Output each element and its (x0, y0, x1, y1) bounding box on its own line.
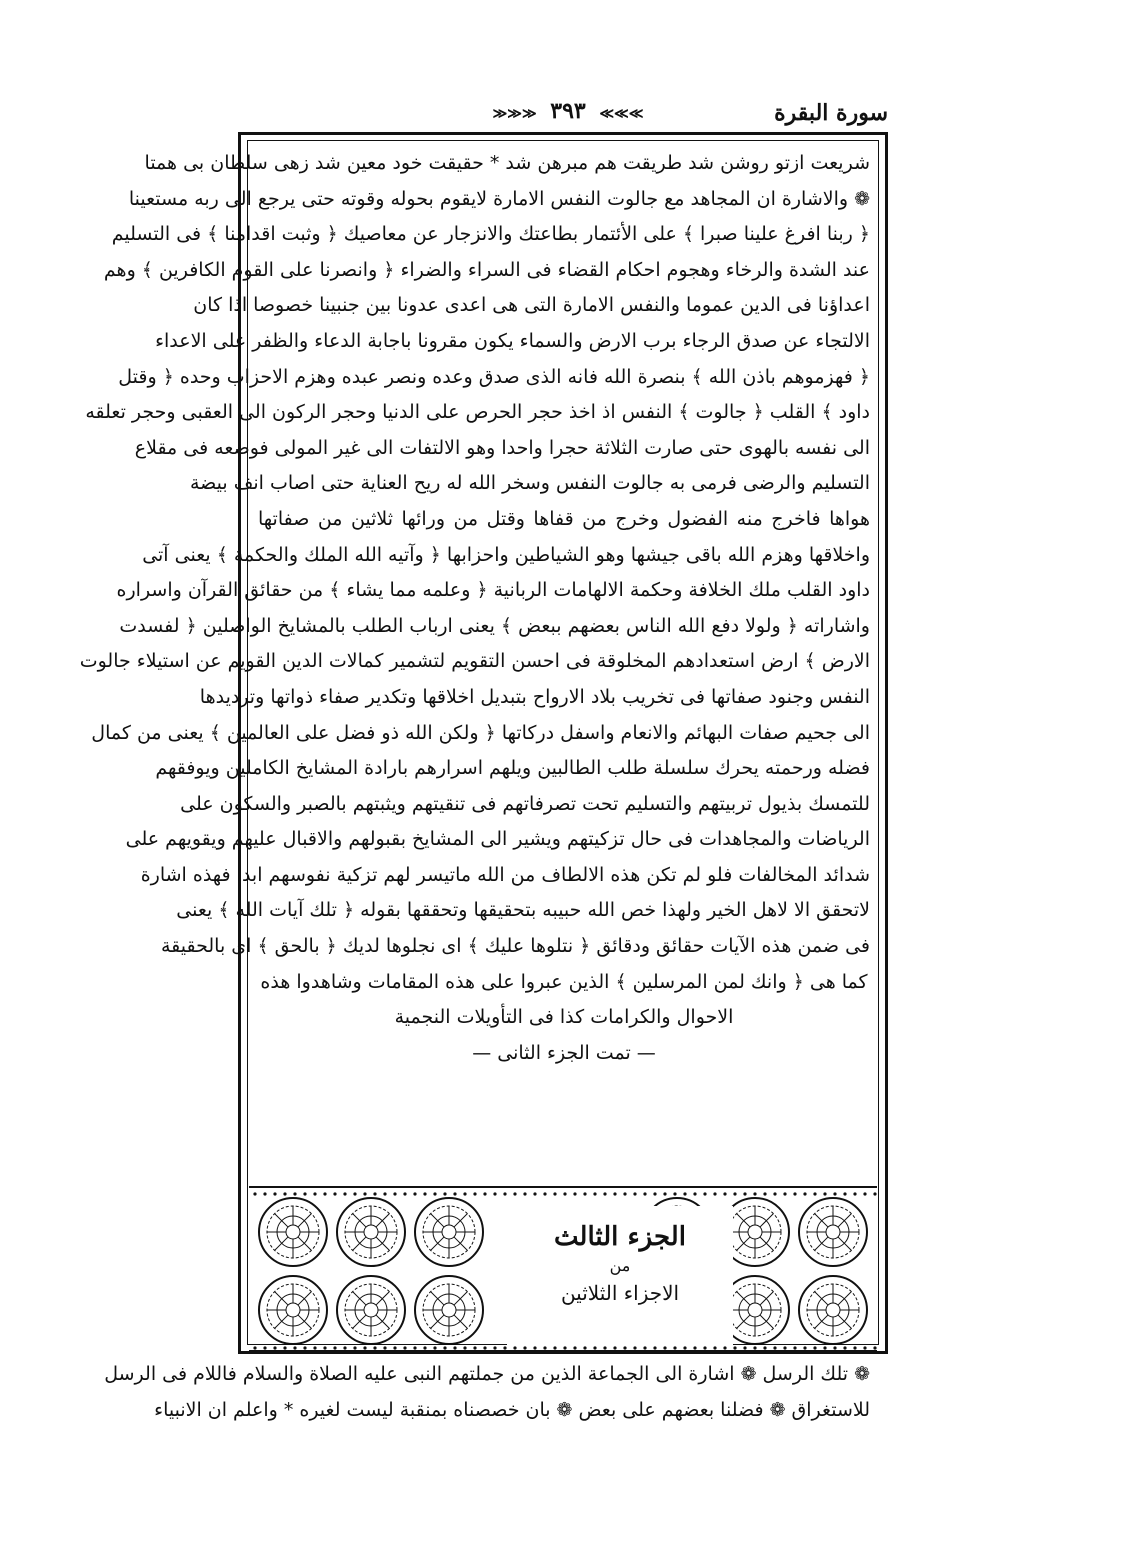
border-dot (283, 1346, 286, 1349)
border-dot (553, 1346, 556, 1349)
border-dot (733, 1192, 736, 1195)
text-line: واشاراته ﴿ ولولا دفع الله الناس بعضهم ببعض ﴾ يعنى ارباب الطلب بالمشايخ الواصلين ﴿ لفسدت (119, 614, 870, 637)
border-dot (633, 1192, 636, 1195)
text-line: شدائد المخالفات فلو لم تكن هذه الالطاف من الله ماتيسر لهم تزكية نفوسهم ابدا فهذه اشارة (140, 863, 870, 886)
border-dot (573, 1346, 576, 1349)
border-dot (623, 1346, 626, 1349)
border-dot (843, 1192, 846, 1195)
border-dot (863, 1346, 866, 1349)
border-dot (463, 1192, 466, 1195)
border-dot (813, 1346, 816, 1349)
border-dot (773, 1192, 776, 1195)
rosette-spoke (454, 1315, 467, 1328)
border-dot (593, 1346, 596, 1349)
left-ornament-icon: ≫≫≫ (492, 106, 537, 122)
text-line: الرياضات والمجاهدات فى حال تزكيتهم ويشير الى المشايخ بقبولهم والاقبال عليهم ويقويهم على (125, 828, 870, 851)
border-dot (423, 1346, 426, 1349)
closing-line: — تمت الجزء الثانى — (472, 1041, 656, 1064)
text-line: الى جحيم صفات البهائم والانعام واسفل دركاتها ﴿ ولكن الله ذو فضل على العالمين ﴾ يعنى من كمال (91, 721, 870, 744)
border-dot (743, 1192, 746, 1195)
border-dot (703, 1346, 706, 1349)
rosette-spoke (454, 1237, 467, 1250)
border-dot (673, 1346, 676, 1349)
rosette-spoke (431, 1292, 444, 1305)
border-dot (383, 1192, 386, 1195)
border-dot (313, 1192, 316, 1195)
part-title-min: من (609, 1256, 631, 1275)
border-dot (793, 1346, 796, 1349)
rosette-ring (826, 1225, 840, 1239)
border-dot (633, 1346, 636, 1349)
rosette-ring (364, 1225, 378, 1239)
border-dot (493, 1192, 496, 1195)
text-line: الالتجاء عن صدق الرجاء برب الارض والسماء يكون مقرونا باجابة الدعاء والظفر على الاعداء (155, 329, 870, 352)
right-ornament-icon: ≪≪≪ (599, 106, 644, 122)
border-dot (603, 1346, 606, 1349)
part-subtitle: الاجزاء الثلاثين (560, 1281, 680, 1305)
rosette-spoke (376, 1237, 389, 1250)
border-dot (323, 1346, 326, 1349)
text-line: اعداؤنا فى الدين عموما والنفس الامارة التى هى اعدى عدونا بين جنبينا خصوصا اذا كان (193, 294, 870, 317)
border-dot (293, 1346, 296, 1349)
border-dot (393, 1346, 396, 1349)
rosette-spoke (737, 1237, 750, 1250)
border-dot (853, 1192, 856, 1195)
border-dot (503, 1346, 506, 1349)
border-dot (663, 1346, 666, 1349)
rosette-ring (286, 1303, 300, 1317)
rosette-spoke (737, 1292, 750, 1305)
rosette-spoke (815, 1292, 828, 1305)
border-dot (323, 1192, 326, 1195)
border-dot (563, 1346, 566, 1349)
text-line: عند الشدة والرخاء وهجوم احكام القضاء فى السراء والضراء ﴿ وانصرنا على القوم الكافرين ﴾ وهم (103, 258, 870, 281)
text-line: ❁ والاشارة ان المجاهد مع جالوت النفس الامارة لايقوم بحوله وقوته حتى يرجع الى ربه مستعينا (128, 187, 870, 210)
rosette-spoke (298, 1292, 311, 1305)
rosette-spoke (760, 1292, 773, 1305)
border-dot (663, 1192, 666, 1195)
rosette-spoke (353, 1292, 366, 1305)
border-dot (773, 1346, 776, 1349)
rosette-spoke (431, 1315, 444, 1328)
border-dot (723, 1346, 726, 1349)
rosette-spoke (298, 1214, 311, 1227)
text-line: الى نفسه بالهوى حتى صارت الثلاثة حجرا واحدا وهو الالتفات الى غير المولى فوضعه فى مقلاع (134, 436, 870, 459)
border-dot (613, 1346, 616, 1349)
rosette-spoke (454, 1214, 467, 1227)
border-dot (523, 1346, 526, 1349)
border-dot (823, 1192, 826, 1195)
rosette-spoke (454, 1292, 467, 1305)
border-dot (853, 1346, 856, 1349)
border-dot (353, 1192, 356, 1195)
border-dot (273, 1346, 276, 1349)
border-dot (343, 1192, 346, 1195)
border-dot (683, 1192, 686, 1195)
border-dot (553, 1192, 556, 1195)
border-dot (483, 1192, 486, 1195)
text-line: شريعت ازتو روشن شد طريقت هم مبرهن شد * حقيقت خود معين شد زهى سلطان بى همتا (144, 152, 870, 174)
border-dot (793, 1192, 796, 1195)
border-dot (813, 1192, 816, 1195)
page-number (248, 98, 888, 124)
border-dot (723, 1192, 726, 1195)
text-line: فضله ورحمته يحرك سلسلة طلب الطالبين ويلهم اسرارهم بارادة المشايخ الكاملين ويوفقهم (155, 757, 870, 780)
border-dot (753, 1346, 756, 1349)
border-dot (423, 1192, 426, 1195)
border-dot (873, 1346, 876, 1349)
border-dot (363, 1346, 366, 1349)
border-dot (473, 1346, 476, 1349)
rosette-spoke (815, 1315, 828, 1328)
border-dot (463, 1346, 466, 1349)
rosette-ring (364, 1303, 378, 1317)
border-dot (503, 1192, 506, 1195)
text-line: للاستغراق ❁ فضلنا بعضهم على بعض ❁ بان خصصناه بمنقبة ليست لغيره * واعلم ان الانبياء (154, 1399, 870, 1421)
border-dot (473, 1192, 476, 1195)
border-dot (833, 1346, 836, 1349)
border-dot (443, 1346, 446, 1349)
text-line: الارض ﴾ ارض استعدادهم المخلوقة فى احسن التقويم لتشمير كمالات الدين القويم عن استيلاء جالوت (79, 650, 870, 673)
border-dot (803, 1346, 806, 1349)
border-dot (253, 1192, 256, 1195)
text-line: ﴿ ربنا افرغ علينا صبرا ﴾ على الأئتمار بطاعتك والانزجار عن معاصيك ﴿ وثبت اقدامنا ﴾ فى التسليم (111, 223, 870, 246)
border-dot (453, 1346, 456, 1349)
rosette-spoke (275, 1292, 288, 1305)
border-dot (583, 1192, 586, 1195)
border-dot (493, 1346, 496, 1349)
border-dot (643, 1346, 646, 1349)
border-dot (403, 1346, 406, 1349)
border-dot (683, 1346, 686, 1349)
border-dot (583, 1346, 586, 1349)
border-dot (823, 1346, 826, 1349)
closing-line: الاحوال والكرامات كذا فى التأويلات النجمية (394, 1006, 734, 1029)
border-dot (483, 1346, 486, 1349)
border-dot (393, 1192, 396, 1195)
border-dot (333, 1192, 336, 1195)
border-dot (263, 1192, 266, 1195)
border-dot (573, 1192, 576, 1195)
rosette-spoke (838, 1315, 851, 1328)
page-header (248, 98, 888, 132)
rosette-spoke (760, 1214, 773, 1227)
text-line: التسليم والرضى فرمى به جالوت النفس وسخر الله له ريح العناية حتى اصاب انف بيضة (189, 472, 870, 495)
border-dot (563, 1192, 566, 1195)
rosette-spoke (376, 1214, 389, 1227)
border-dot (383, 1346, 386, 1349)
rosette-ring (748, 1303, 762, 1317)
border-dot (623, 1192, 626, 1195)
rosette-ring (442, 1225, 456, 1239)
text-line: لاتحقق الا لاهل الخير ولهذا خص الله حبيبه بتحقيقها وتحققها بقوله ﴿ تلك آيات الله ﴾ يعنى (176, 899, 870, 922)
border-dot (443, 1192, 446, 1195)
border-dot (763, 1192, 766, 1195)
border-dot (753, 1192, 756, 1195)
border-dot (453, 1192, 456, 1195)
text-line: فى ضمن هذه الآيات حقائق ودقائق ﴿ نتلوها عليك ﴾ اى نجلوها لديك ﴿ بالحق ﴾ اى بالحقيقة (160, 935, 870, 958)
rosette-ring (286, 1225, 300, 1239)
text-line: داود القلب ملك الخلافة وحكمة الالهامات الربانية ﴿ وعلمه مما يشاء ﴾ من حقائق القرآن واسراره (116, 579, 870, 602)
border-dot (343, 1346, 346, 1349)
border-dot (283, 1192, 286, 1195)
rosette-spoke (275, 1214, 288, 1227)
border-dot (353, 1346, 356, 1349)
rosette-ring (748, 1225, 762, 1239)
text-line: النفس وجنود صفاتها فى تخريب بلاد الارواح بتبديل اخلاقها وتكدير صفاء ذواتها وترديدها (199, 685, 870, 708)
surah-name: سورة البقرة (774, 100, 888, 126)
rosette-spoke (275, 1315, 288, 1328)
rosette-spoke (376, 1292, 389, 1305)
border-dot (403, 1192, 406, 1195)
border-dot (593, 1192, 596, 1195)
rosette-spoke (353, 1237, 366, 1250)
border-dot (263, 1346, 266, 1349)
border-dot (433, 1346, 436, 1349)
border-dot (523, 1192, 526, 1195)
rosette-spoke (353, 1315, 366, 1328)
border-dot (803, 1192, 806, 1195)
main-text-block (79, 146, 870, 1071)
border-dot (733, 1346, 736, 1349)
border-dot (673, 1192, 676, 1195)
border-dot (293, 1192, 296, 1195)
text-line: للتمسك بذيول تربيتهم والتسليم تحت تصرفاتهم فى تنقيتهم ويثبتهم بالصبر والسكون على (180, 792, 870, 815)
border-dot (653, 1346, 656, 1349)
border-dot (693, 1192, 696, 1195)
border-dot (873, 1192, 876, 1195)
part-title: الجزء الثالث (554, 1222, 686, 1252)
border-dot (373, 1346, 376, 1349)
border-dot (653, 1192, 656, 1195)
rosette-spoke (815, 1214, 828, 1227)
border-dot (763, 1346, 766, 1349)
border-dot (313, 1346, 316, 1349)
rosette-ring (826, 1303, 840, 1317)
text-line: ﴿ فهزموهم باذن الله ﴾ بنصرة الله فانه الذى صدق وعده ونصر عبده وهزم الاحزاب وحده ﴿ وقتل (118, 365, 870, 388)
border-dot (783, 1192, 786, 1195)
rosette-spoke (760, 1237, 773, 1250)
rosette-spoke (298, 1237, 311, 1250)
text-line: داود ﴾ القلب ﴿ جالوت ﴾ النفس اذ اخذ حجر الحرص على الدنيا وحجر الركون الى العقبى وحجر تعلقه (85, 401, 870, 424)
text-line: هواها فاخرج منه الفضول وخرج من قفاها وقتل من ورائها ثلاثين من صفاتها (258, 507, 870, 530)
border-dot (303, 1192, 306, 1195)
border-dot (373, 1192, 376, 1195)
rosette-spoke (760, 1315, 773, 1328)
border-dot (363, 1192, 366, 1195)
part-title-cartouche (507, 1206, 733, 1346)
rosette-ring (442, 1303, 456, 1317)
rosette-spoke (376, 1315, 389, 1328)
rosette-spoke (275, 1237, 288, 1250)
page-number-value: ٣٩٣ (550, 98, 586, 124)
border-dot (253, 1346, 256, 1349)
rosette-spoke (353, 1214, 366, 1227)
text-line: ❁ تلك الرسل ❁ اشارة الى الجماعة الذين من جملتهم النبى عليه الصلاة والسلام فاللام فى الرسل (104, 1363, 870, 1385)
border-dot (273, 1192, 276, 1195)
border-dot (703, 1192, 706, 1195)
rosette-spoke (431, 1214, 444, 1227)
border-dot (693, 1346, 696, 1349)
rosette-spoke (737, 1315, 750, 1328)
border-dot (713, 1346, 716, 1349)
rosette-spoke (838, 1237, 851, 1250)
next-section-text (104, 1356, 870, 1428)
border-dot (833, 1192, 836, 1195)
border-dot (743, 1346, 746, 1349)
rosette-spoke (298, 1315, 311, 1328)
border-dot (863, 1192, 866, 1195)
border-dot (713, 1192, 716, 1195)
border-dot (303, 1346, 306, 1349)
border-dot (333, 1346, 336, 1349)
border-dot (783, 1346, 786, 1349)
rosette-spoke (815, 1237, 828, 1250)
border-dot (543, 1346, 546, 1349)
rosette-spoke (431, 1237, 444, 1250)
border-dot (513, 1346, 516, 1349)
rosette-spoke (838, 1292, 851, 1305)
border-dot (413, 1192, 416, 1195)
closing-line: كما هى ﴿ وانك لمن المرسلين ﴾ الذين عبروا على هذه المقامات وشاهدوا هذه (260, 970, 868, 993)
border-dot (603, 1192, 606, 1195)
border-dot (643, 1192, 646, 1195)
border-dot (513, 1192, 516, 1195)
border-dot (613, 1192, 616, 1195)
border-dot (533, 1346, 536, 1349)
border-dot (543, 1192, 546, 1195)
rosette-spoke (737, 1214, 750, 1227)
border-dot (433, 1192, 436, 1195)
border-dot (843, 1346, 846, 1349)
border-dot (533, 1192, 536, 1195)
rosette-spoke (838, 1214, 851, 1227)
border-dot (413, 1346, 416, 1349)
text-line: واخلاقها وهزم الله باقى جيشها وهو الشياطين واحزابها ﴿ وآتيه الله الملك والحكمة ﴾ يعنى آتى (142, 543, 870, 566)
